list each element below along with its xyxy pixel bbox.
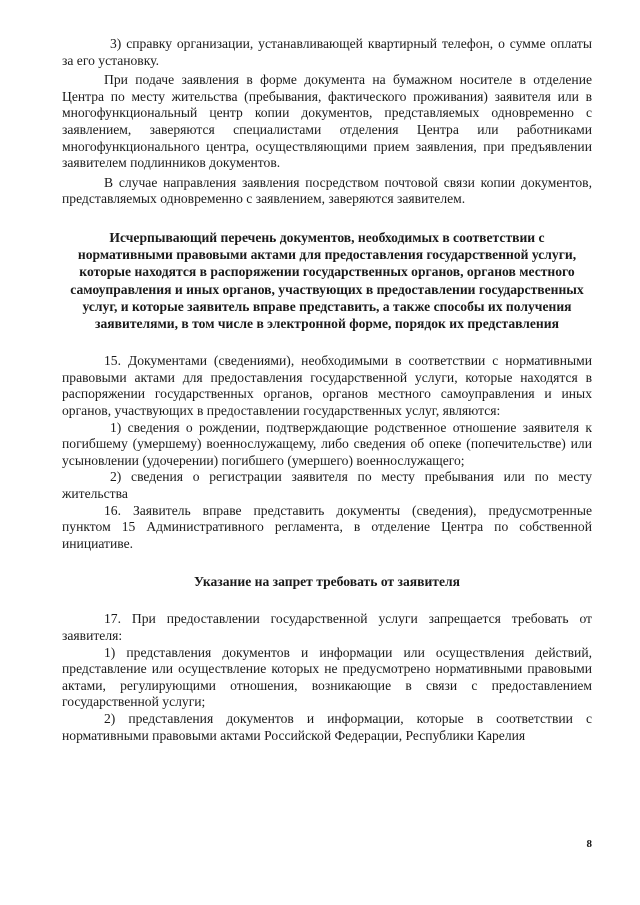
section-heading-documents-list: Исчерпывающий перечень документов, необходимых в соответствии с нормативными правовыми актами для предоставления государственной услуги, которые находятся в распоряжении государственных органов, органов местного самоуправления и иных органов, участвующих в предоставлении государственных услуг, и которые заявитель вправе представить, а также способы их получения заявителями, в том числе в электронной форме, порядок их представления (70, 229, 584, 331)
paragraph-15-item-2: 2) сведения о регистрации заявителя по месту пребывания или по месту жительства (62, 469, 592, 501)
paragraph-16: 16. Заявитель вправе представить документы (сведения), предусмотренные пунктом 15 Административного регламента, в отделение Центра по собственной инициативе. (62, 502, 592, 551)
paragraph-paper-submission: При подаче заявления в форме документа на бумажном носителе в отделение Центра по месту жительства (пребывания, фактического проживания) заявителя или в многофункциональный центр копии документов, представляемых одновременно с заявлением, заверяются специалистами отделения Центра или работниками многофункционального центра, осуществляющими прием заявления, при предъявлении заявителем подлинников документов. (62, 72, 592, 171)
paragraph-17: 17. При предоставлении государственной услуги запрещается требовать от заявителя: (62, 611, 592, 644)
paragraph-15: 15. Документами (сведениями), необходимыми в соответствии с нормативными правовыми актами для предоставления государственной услуги, которые находятся в распоряжении государственных органов, органов местного самоуправления и иных органов, участвующих в предоставлении государственных услуг, являются: (62, 353, 592, 418)
paragraph-postal-submission: В случае направления заявления посредством почтовой связи копии документов, представляемых одновременно с заявлением, заверяются заявителем. (62, 174, 592, 207)
paragraph-15-item-1: 1) сведения о рождении, подтверждающие родственное отношение заявителя к погибшему (умершему) военнослужащему, либо сведения об опеке (попечительстве) или усыновлении (удочерении) погибшего (умершего) военнослужащего; (62, 419, 592, 468)
page-number: 8 (586, 838, 592, 850)
section-heading-prohibition: Указание на запрет требовать от заявителя (194, 574, 460, 590)
paragraph-item-3: 3) справку организации, устанавливающей квартирный телефон, о сумме оплаты за его установку. (62, 36, 592, 68)
paragraph-17-item-1: 1) представления документов и информации или осуществления действий, представление или осуществление которых не предусмотрено нормативными правовыми актами, регулирующими отношения, возникающие в связи с предоставлением государственной услуги; (62, 644, 592, 710)
paragraph-17-item-2: 2) представления документов и информации, которые в соответствии с нормативными правовыми актами Российской Федерации, Республики Карелия (62, 711, 592, 743)
